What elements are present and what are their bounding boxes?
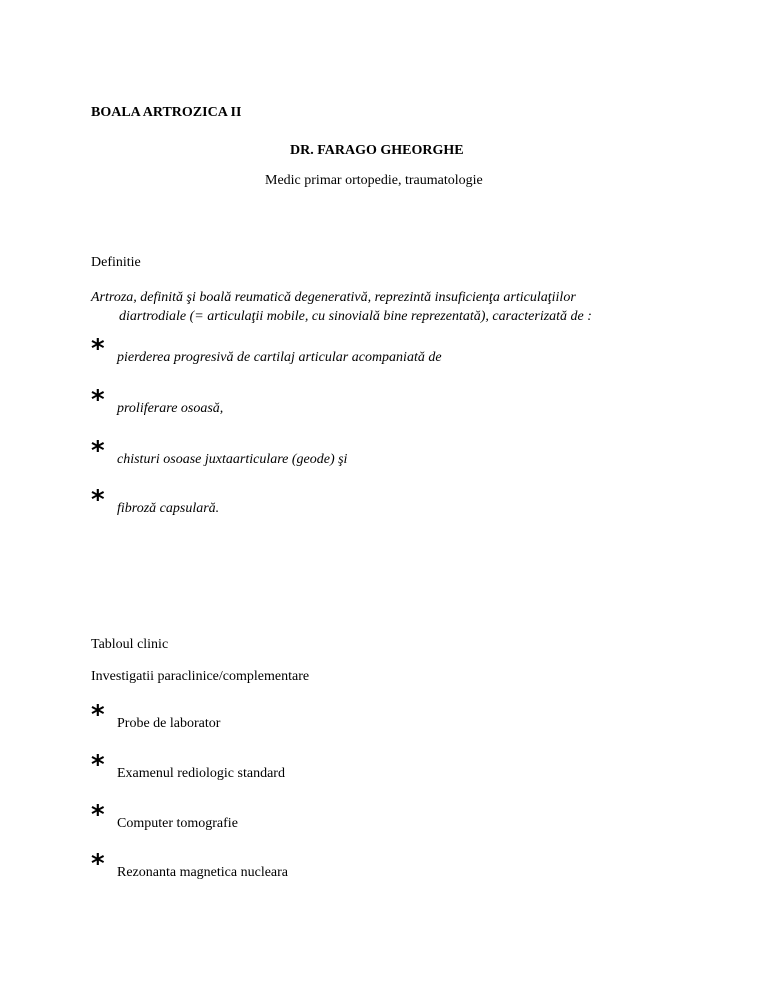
- list-item-text: Examenul rediologic standard: [117, 766, 285, 781]
- author-affiliation: Medic primar ortopedie, traumatologie: [265, 173, 483, 188]
- list-item-text: chisturi osoase juxtaarticulare (geode) şi: [117, 452, 348, 467]
- document-title: BOALA ARTROZICA II: [91, 105, 242, 120]
- list-item-text: Rezonanta magnetica nucleara: [117, 865, 289, 880]
- asterisk-bullet-icon: *: [91, 849, 105, 879]
- list-item-text: fibroză capsulară.: [117, 501, 220, 516]
- list-item-text: Probe de laborator: [117, 716, 221, 731]
- asterisk-bullet-icon: *: [91, 485, 105, 515]
- asterisk-bullet-icon: *: [91, 385, 105, 415]
- clinical-heading: Tabloul clinic: [91, 637, 169, 652]
- definition-paragraph: [91, 288, 691, 326]
- asterisk-bullet-icon: *: [91, 436, 105, 466]
- definition-paragraph-line: Artroza, definită şi boală reumatică degenerativă, reprezintă insuficienţa articulaţiilor: [91, 290, 576, 305]
- list-item-text: Computer tomografie: [117, 816, 238, 831]
- definition-heading: Definitie: [91, 255, 141, 270]
- investigations-subheading: Investigatii paraclinice/complementare: [91, 669, 310, 684]
- asterisk-bullet-icon: *: [91, 800, 105, 830]
- asterisk-bullet-icon: *: [91, 334, 105, 364]
- definition-paragraph-line: diartrodiale (= articulaţii mobile, cu sinovială bine reprezentată), caracterizată de :: [119, 309, 592, 324]
- asterisk-bullet-icon: *: [91, 700, 105, 730]
- list-item-text: pierderea progresivă de cartilaj articular acompaniată de: [117, 350, 442, 365]
- author-name: DR. FARAGO GHEORGHE: [290, 143, 464, 158]
- asterisk-bullet-icon: *: [91, 750, 105, 780]
- list-item-text: proliferare osoasă,: [117, 401, 224, 416]
